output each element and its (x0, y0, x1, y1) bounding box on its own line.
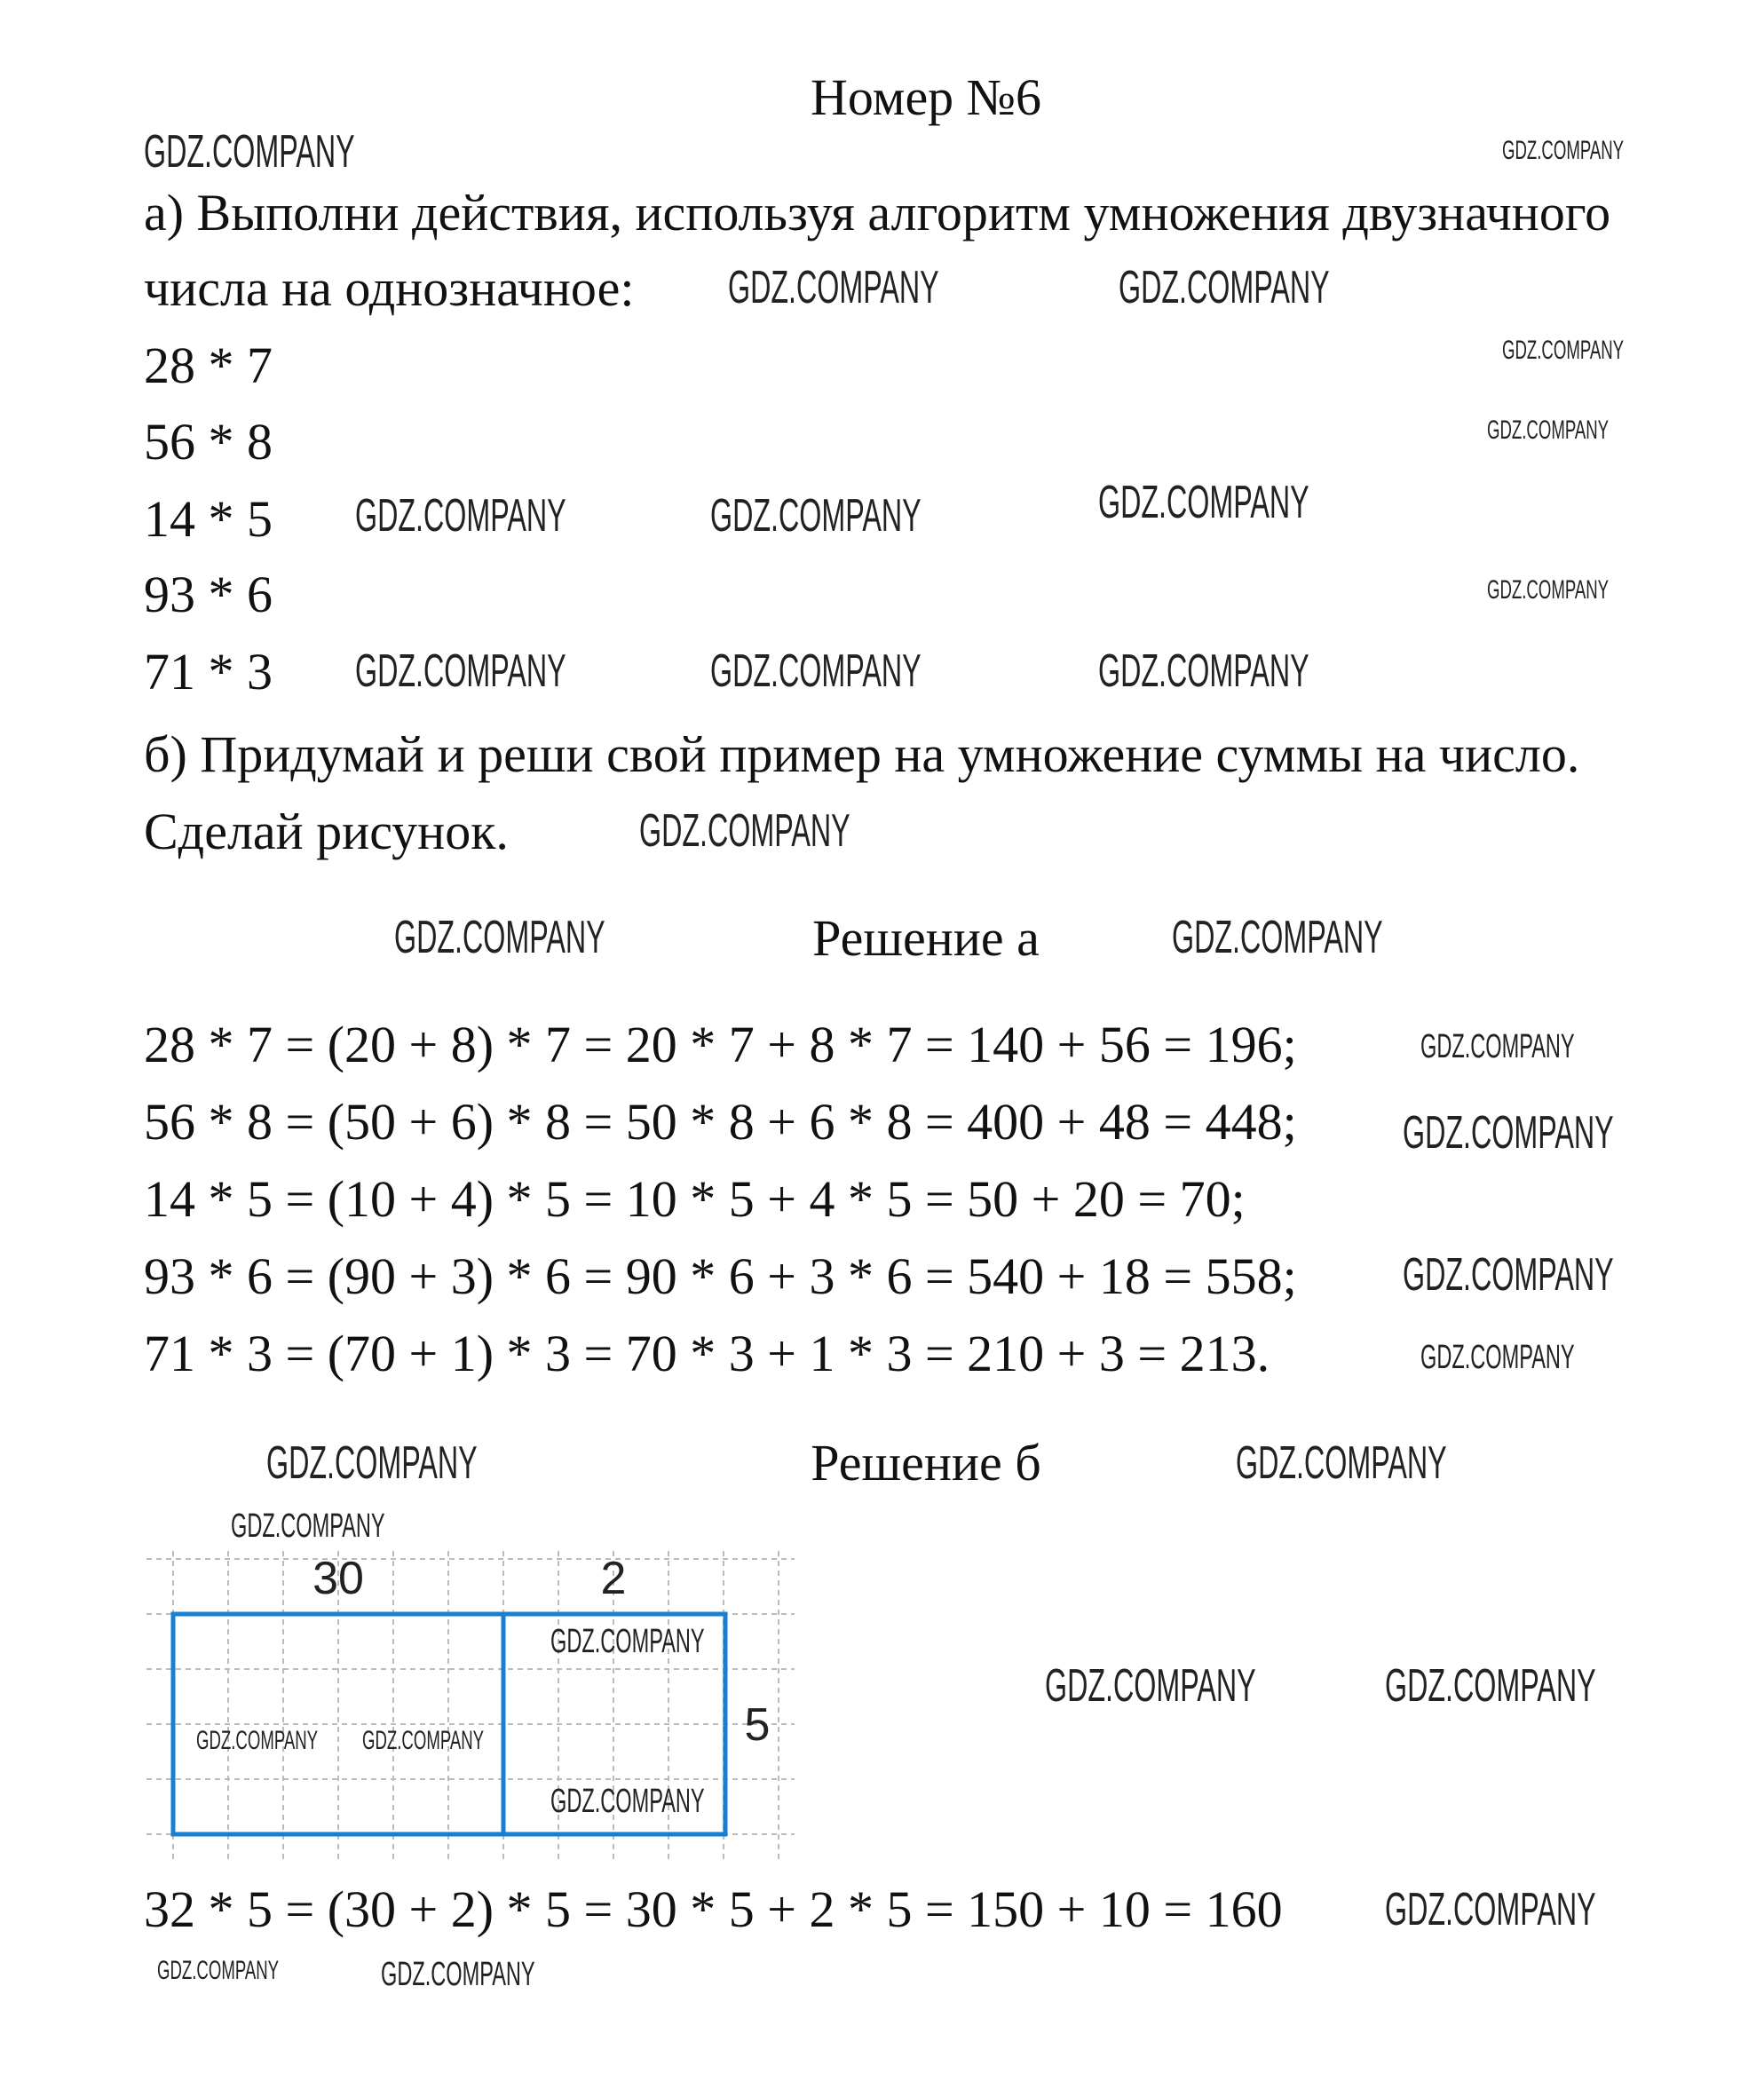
watermark: GDZ.COMPANY (728, 262, 939, 313)
task-a-text: числа на однозначное: (144, 259, 635, 317)
example: 56 * 8 (144, 413, 273, 471)
watermark: GDZ.COMPANY (157, 1956, 280, 1985)
solution-line: 28 * 7 = (20 + 8) * 7 = 20 * 7 + 8 * 7 = 140 + 56 = 196; (144, 1016, 1297, 1073)
label-width-left: 30 (312, 1553, 364, 1604)
watermark: GDZ.COMPANY (1487, 575, 1610, 605)
watermark: GDZ.COMPANY (1119, 262, 1330, 313)
watermark: GDZ.COMPANY (1487, 415, 1610, 445)
watermark: GDZ.COMPANY (266, 1437, 478, 1489)
solution-a-heading-text: Решение а (812, 909, 1040, 967)
task-b-text: б) Придумай и реши свой пример на умножение суммы на число. (144, 725, 1580, 783)
watermark: GDZ.COMPANY (1385, 1884, 1596, 1935)
example: 14 * 5 (144, 490, 273, 548)
solution-line: 56 * 8 = (50 + 6) * 8 = 50 * 8 + 6 * 8 = 400 + 48 = 448; (144, 1093, 1297, 1151)
watermark: GDZ.COMPANY (355, 645, 566, 697)
watermark: GDZ.COMPANY (144, 126, 355, 178)
watermark: GDZ.COMPANY (231, 1507, 385, 1545)
task-b-text: Сделай рисунок. (144, 803, 509, 860)
watermark: GDZ.COMPANY (1403, 1249, 1614, 1301)
task-a-text: а) Выполни действия, используя алгоритм умножения двузначного (144, 184, 1611, 241)
watermark: GDZ.COMPANY (1403, 1107, 1614, 1159)
watermark: GDZ.COMPANY (1502, 336, 1625, 365)
solution-line: 71 * 3 = (70 + 1) * 3 = 70 * 3 + 1 * 3 = 210 + 3 = 213. (144, 1325, 1270, 1382)
watermark: GDZ.COMPANY (550, 1783, 705, 1820)
solution-b-equation: 32 * 5 = (30 + 2) * 5 = 30 * 5 + 2 * 5 = 150 + 10 = 160 (144, 1880, 1283, 1938)
watermark: GDZ.COMPANY (710, 490, 922, 542)
watermark: GDZ.COMPANY (1502, 136, 1625, 165)
watermark: GDZ.COMPANY (1420, 1028, 1575, 1065)
watermark: GDZ.COMPANY (1045, 1660, 1256, 1712)
watermark: GDZ.COMPANY (394, 912, 605, 963)
example: 71 * 3 (144, 643, 273, 700)
page-title-text: Номер №6 (810, 68, 1042, 126)
solution-line: 14 * 5 = (10 + 4) * 5 = 10 * 5 + 4 * 5 = 50 + 20 = 70; (144, 1170, 1246, 1228)
solution-b-heading-text: Решение б (811, 1434, 1041, 1492)
watermark: GDZ.COMPANY (1098, 645, 1309, 697)
example: 28 * 7 (144, 336, 273, 394)
watermark: GDZ.COMPANY (1172, 912, 1383, 963)
label-height: 5 (744, 1699, 771, 1751)
watermark: GDZ.COMPANY (639, 805, 850, 857)
watermark: GDZ.COMPANY (381, 1956, 535, 1993)
watermark: GDZ.COMPANY (1236, 1437, 1447, 1489)
watermark: GDZ.COMPANY (1420, 1339, 1575, 1376)
solution-line: 93 * 6 = (90 + 3) * 6 = 90 * 6 + 3 * 6 = 540 + 18 = 558; (144, 1247, 1297, 1305)
solution-a-heading (0, 907, 1764, 969)
watermark: GDZ.COMPANY (1385, 1660, 1596, 1712)
watermark: GDZ.COMPANY (550, 1623, 705, 1660)
watermark: GDZ.COMPANY (710, 645, 922, 697)
page-title (0, 67, 1764, 129)
watermark: GDZ.COMPANY (362, 1726, 485, 1755)
watermark: GDZ.COMPANY (355, 490, 566, 542)
watermark: GDZ.COMPANY (1098, 477, 1309, 528)
example: 93 * 6 (144, 566, 273, 623)
watermark: GDZ.COMPANY (196, 1726, 319, 1755)
label-width-right: 2 (600, 1553, 627, 1604)
solution-b-heading (0, 1432, 1764, 1494)
